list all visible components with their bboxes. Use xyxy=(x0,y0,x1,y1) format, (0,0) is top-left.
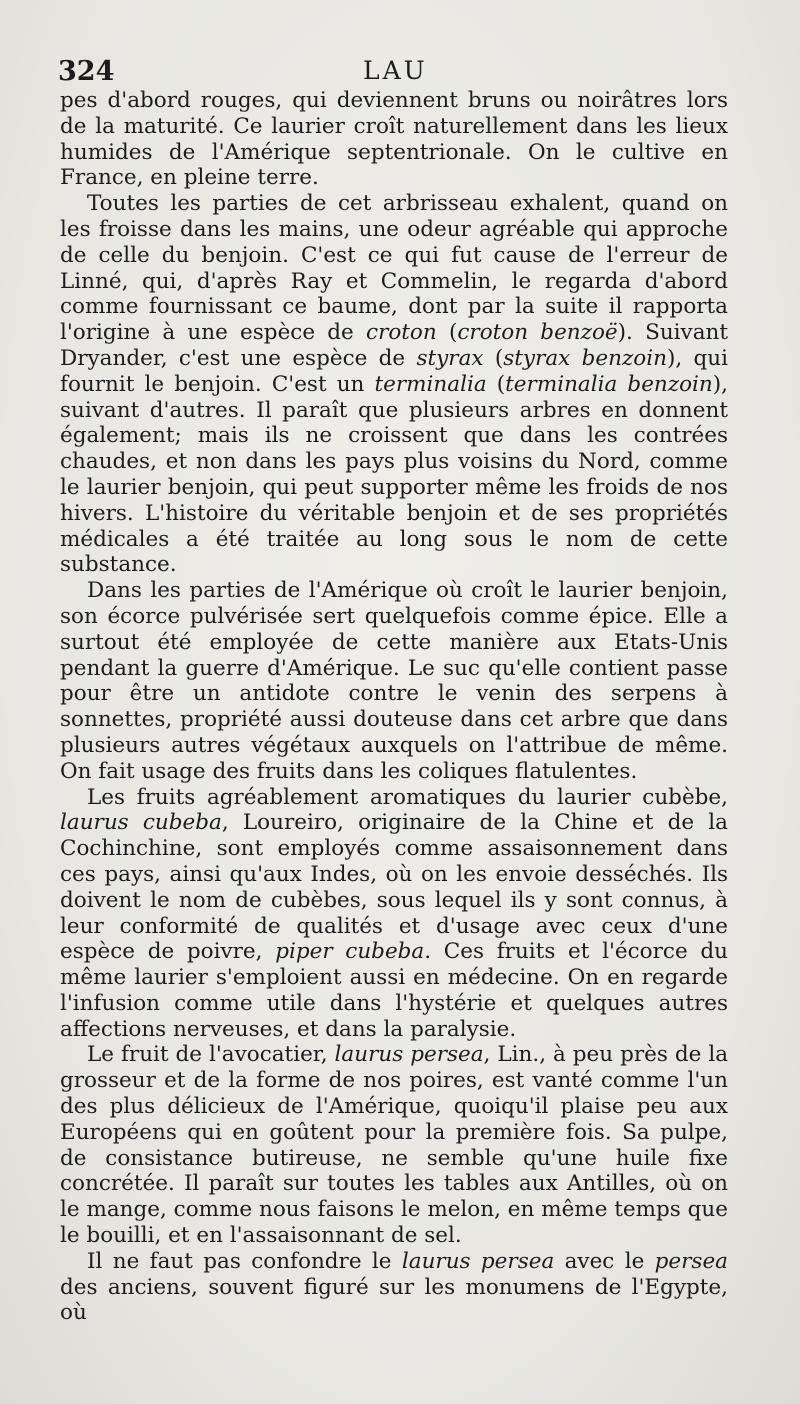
text-run: avec le xyxy=(554,1248,655,1274)
paragraph xyxy=(60,1042,728,1248)
text-run: , Loureiro, originaire de la Chine et de la Cochinchine, sont employés comme assaisonnement dans ces pays, ainsi qu'aux Indes, où on les envoie desséchés. Ils doivent le nom de cubèbes, sous lequel ils y sont connus, à leur conformité de qualités et d'usage avec ceux d'une espèce de poivre, xyxy=(60,810,728,965)
italic-term: laurus cubeba xyxy=(60,810,222,836)
italic-term: croton xyxy=(366,320,437,346)
italic-term: croton benzoë xyxy=(457,320,618,346)
text-run: Les fruits agréablement aromatiques du laurier cubèbe, xyxy=(87,784,728,810)
italic-term: piper cubeba xyxy=(275,939,425,965)
text-run: pes d'abord rouges, qui deviennent bruns ou noirâtres lors de la maturité. Ce laurier croît naturellement dans les lieux humides de l'Amérique septentrionale. On le cultive en France, en pleine terre. xyxy=(60,88,728,191)
text-run: ), qui fournit le benjoin. C'est un xyxy=(60,345,728,397)
italic-term: styrax xyxy=(416,345,484,371)
paragraph xyxy=(60,578,728,784)
text-run: ( xyxy=(486,371,506,397)
text-run: des anciens, souvent figuré sur les monumens de l'Egypte, où xyxy=(60,1274,728,1326)
running-head: LAU xyxy=(363,56,428,85)
italic-term: persea xyxy=(654,1248,728,1274)
text-run: . Ces fruits et l'écorce du même laurier s'emploient aussi en médecine. On en regarde l'infusion comme utile dans l'hystérie et quelques autres affections nerveuses, et dans la paralysie. xyxy=(60,939,728,1042)
paragraph xyxy=(60,785,728,1043)
text-run: Dans les parties de l'Amérique où croît le laurier benjoin, son écorce pulvérisée sert quelquefois comme épice. Elle a surtout été employée de cette manière aux Etats-Unis pendant la guerre d'Amérique. Le suc qu'elle contient passe pour être un antidote contre le venin des serpens à sonnettes, propriété aussi douteuse dans cet arbre que dans plusieurs autres végétaux auxquels on l'attribue de même. On fait usage des fruits dans les coliques flatulentes. xyxy=(60,578,728,784)
italic-term: laurus persea xyxy=(334,1042,484,1068)
body-text xyxy=(60,88,728,1326)
paragraph xyxy=(60,88,728,191)
paragraph xyxy=(60,191,728,578)
page-header xyxy=(58,56,728,90)
text-run: Toutes les parties de cet arbrisseau exhalent, quand on les froisse dans les mains, une odeur agréable qui approche de celle du benjoin. C'est ce qui fut cause de l'erreur de Linné, qui, d'après Ray et Commelin, le regarda d'abord comme fournissant ce baume, dont par la suite il rapporta l'origine à une espèce de xyxy=(60,191,728,346)
paragraph xyxy=(60,1249,728,1326)
text-run: ( xyxy=(483,345,504,371)
text-run: ( xyxy=(436,320,458,346)
text-run: ). Suivant Dryander, c'est une espèce de xyxy=(60,320,729,371)
italic-term: terminalia benzoin xyxy=(505,371,713,397)
italic-term: terminalia xyxy=(374,371,487,397)
italic-term: styrax benzoin xyxy=(503,345,667,371)
text-run: ), suivant d'autres. Il paraît que plusieurs arbres en donnent également; mais ils ne croissent que dans les contrées chaudes, et non dans les pays plus voisins du Nord, comme le laurier benjoin, qui peut supporter même les froids de nos hivers. L'histoire du véritable benjoin et de ses propriétés médicales a été traitée au long sous le nom de cette substance. xyxy=(60,371,728,578)
text-run: , Lin., à peu près de la grosseur et de la forme de nos poires, est vanté comme l'un des plus délicieux de l'Amérique, quoiqu'il plaise peu aux Européens qui en goûtent pour la première fois. Sa pulpe, de consistance butireuse, ne semble qu'une huile fixe concrétée. Il paraît sur toutes les tables aux Antilles, où on le mange, comme nous faisons le melon, en même temps que le bouilli, et en l'assaisonnant de sel. xyxy=(60,1042,729,1249)
page-number: 324 xyxy=(58,56,115,87)
text-run: Le fruit de l'avocatier, xyxy=(87,1042,335,1068)
text-run: Il ne faut pas confondre le xyxy=(87,1248,402,1274)
italic-term: laurus persea xyxy=(401,1248,555,1274)
